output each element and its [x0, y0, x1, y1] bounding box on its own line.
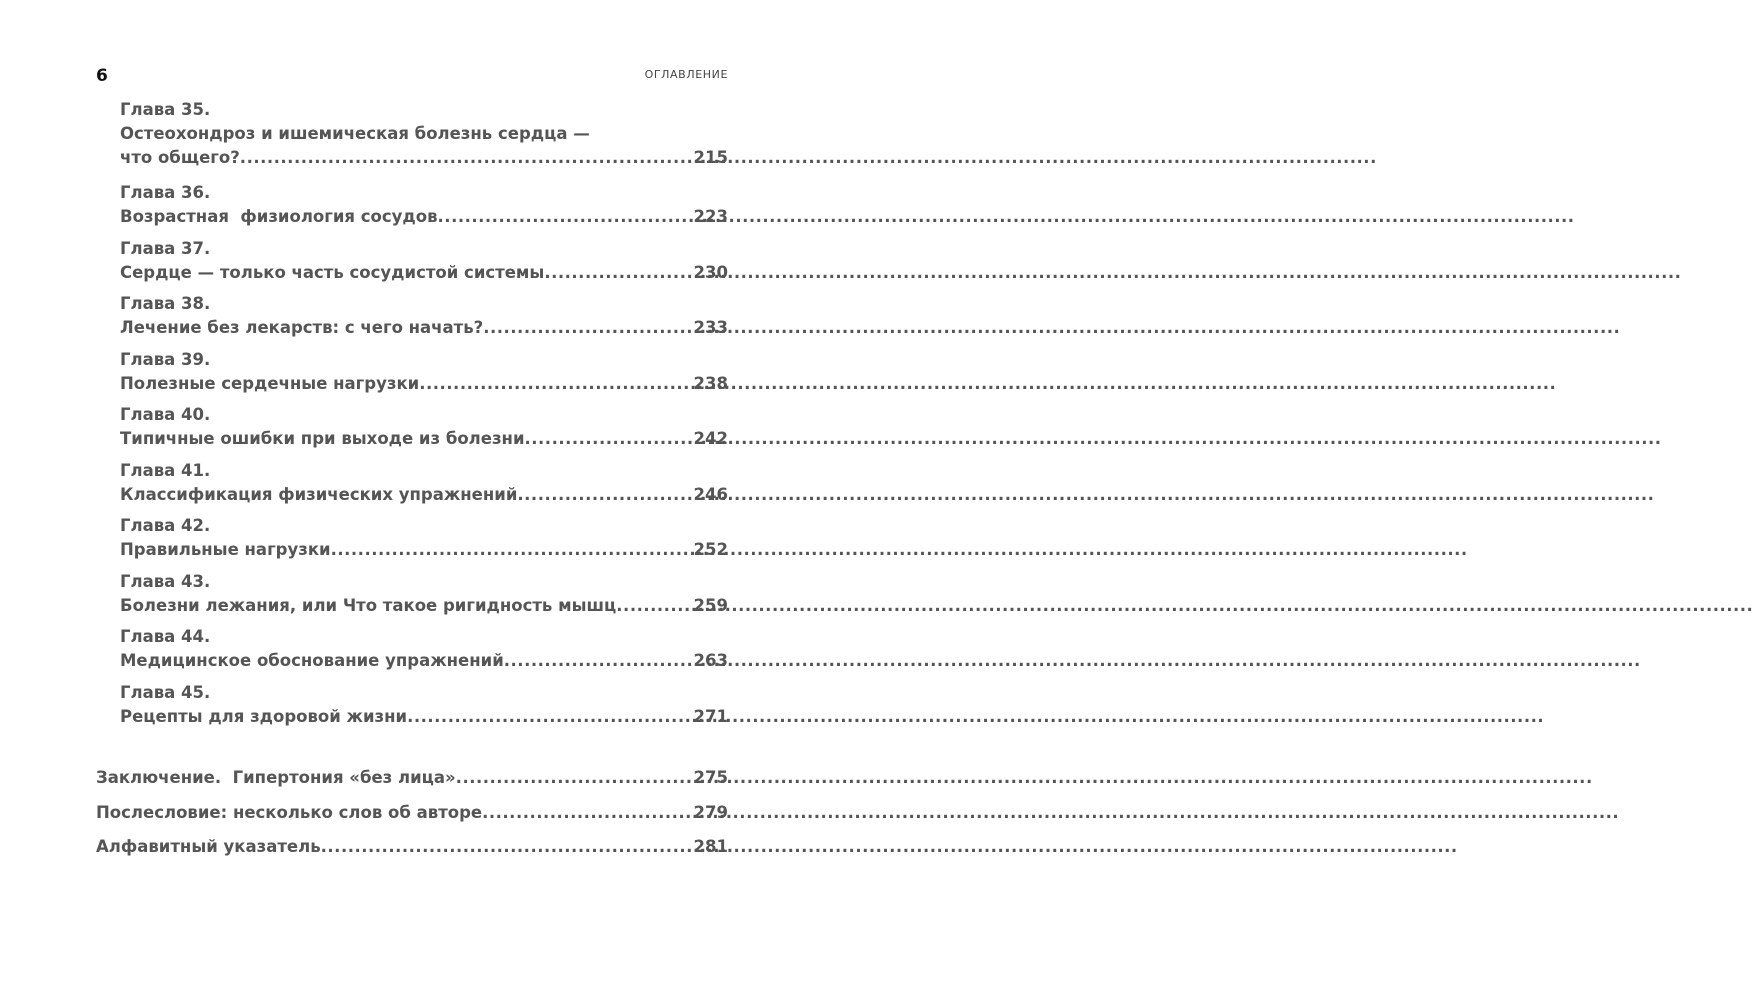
- page-ref: 279: [693, 802, 728, 822]
- chapter-label: Глава 39.: [120, 349, 211, 369]
- section-title: Заключение. Гипертония «без лица»: [96, 768, 456, 787]
- chapter-label: Глава 36.: [120, 183, 211, 202]
- chapter-title: Полезные сердечные нагрузки: [120, 373, 420, 393]
- page-ref: 275: [693, 768, 728, 787]
- toc-entry-chapter-37: [120, 237, 728, 293]
- chapter-label: Глава 44.: [120, 627, 211, 646]
- chapter-label: Глава 42.: [120, 516, 211, 535]
- chapter-title: Типичные ошибки при выходе из болезни: [120, 429, 525, 448]
- dot-leader: [407, 705, 693, 729]
- page-number: 6: [96, 66, 108, 86]
- dot-leader: [456, 766, 694, 790]
- toc-line: [120, 705, 728, 729]
- chapter-title: Рецепты для здоровой жизни: [120, 706, 408, 726]
- toc-line: [96, 766, 728, 790]
- toc-line: [120, 483, 728, 507]
- page-ref: 263: [693, 651, 728, 670]
- chapter-title: Правильные нагрузки: [120, 540, 331, 559]
- toc-line: [120, 261, 728, 285]
- dot-leader: [419, 372, 693, 396]
- toc-entry-chapter-35: [120, 98, 728, 181]
- toc-entry-chapter-43: [120, 570, 728, 626]
- chapter-label: Глава 38.: [120, 294, 211, 313]
- page-ref: 242: [693, 429, 728, 448]
- toc-entry-index: [96, 835, 728, 870]
- page-ref: 281: [693, 837, 728, 856]
- dot-leader: [544, 261, 693, 285]
- chapter-title: Медицинское обоснование упражнений: [120, 651, 504, 670]
- page-ref: 223: [693, 207, 728, 226]
- dot-leader: [438, 205, 694, 229]
- toc-entry-conclusion: [96, 766, 728, 801]
- toc-entry-chapter-36: [120, 181, 728, 237]
- dot-leader: [525, 427, 694, 451]
- chapter-title: Классификация физических упражнений: [120, 484, 518, 504]
- section-title: Послесловие: несколько слов об авторе: [96, 802, 483, 822]
- toc-line: [120, 649, 728, 673]
- chapter-title: Сердце — только часть сосудистой системы: [120, 262, 545, 282]
- dot-leader: [616, 594, 693, 618]
- toc-entry-chapter-40: [120, 403, 728, 459]
- toc-line: [120, 146, 728, 170]
- page-ref: 246: [693, 484, 728, 504]
- section-title: Алфавитный указатель: [96, 837, 321, 856]
- dot-leader: [482, 801, 693, 825]
- toc-line: [120, 372, 728, 396]
- page-ref: 271: [693, 706, 728, 726]
- toc-entry-chapter-39: [120, 348, 728, 404]
- chapter-title: что общего?: [120, 148, 240, 167]
- chapter-label: Глава 45.: [120, 682, 211, 702]
- toc-line: [120, 205, 728, 229]
- toc-entry-afterword: [96, 801, 728, 836]
- dot-leader: [331, 538, 694, 562]
- chapter-title-first-line: Остеохондроз и ишемическая болезнь сердца —: [120, 124, 590, 143]
- chapter-label: Глава 40.: [120, 405, 211, 424]
- toc-entry-chapter-38: [120, 292, 728, 348]
- chapter-title: Лечение без лекарств: с чего начать?: [120, 318, 484, 337]
- page-ref: 259: [693, 595, 728, 615]
- toc-entry-chapter-42: [120, 514, 728, 570]
- toc-line: [96, 835, 728, 859]
- dot-leader: [483, 316, 693, 340]
- chapter-title: Болезни лежания, или Что такое ригидность мышц: [120, 595, 617, 615]
- page-ref: 215: [693, 148, 728, 167]
- page-ref: 230: [693, 262, 728, 282]
- toc-entry-chapter-44: [120, 625, 728, 681]
- dot-leader: [504, 649, 694, 673]
- running-head: ОГЛАВЛЕНИЕ: [644, 68, 728, 81]
- page-ref: 238: [693, 373, 728, 393]
- chapter-title: Возрастная физиология сосудов: [120, 207, 438, 226]
- chapter-label: Глава 41.: [120, 460, 211, 480]
- table-of-contents-back-matter: [96, 766, 728, 870]
- page-ref: 252: [693, 540, 728, 559]
- chapter-label: Глава 35.: [120, 100, 211, 119]
- chapter-label: Глава 43.: [120, 571, 211, 591]
- page-ref: 233: [693, 318, 728, 337]
- dot-leader: [517, 483, 693, 507]
- toc-entry-chapter-45: [120, 681, 728, 737]
- chapter-label: Глава 37.: [120, 238, 211, 258]
- dot-leader: [321, 835, 694, 859]
- toc-line: [120, 427, 728, 451]
- toc-entry-chapter-41: [120, 459, 728, 515]
- toc-line: [120, 594, 728, 618]
- toc-line: [120, 538, 728, 562]
- toc-line: [120, 316, 728, 340]
- dot-leader: [240, 146, 694, 170]
- table-of-contents-chapters: [120, 98, 728, 736]
- toc-line: [96, 801, 728, 825]
